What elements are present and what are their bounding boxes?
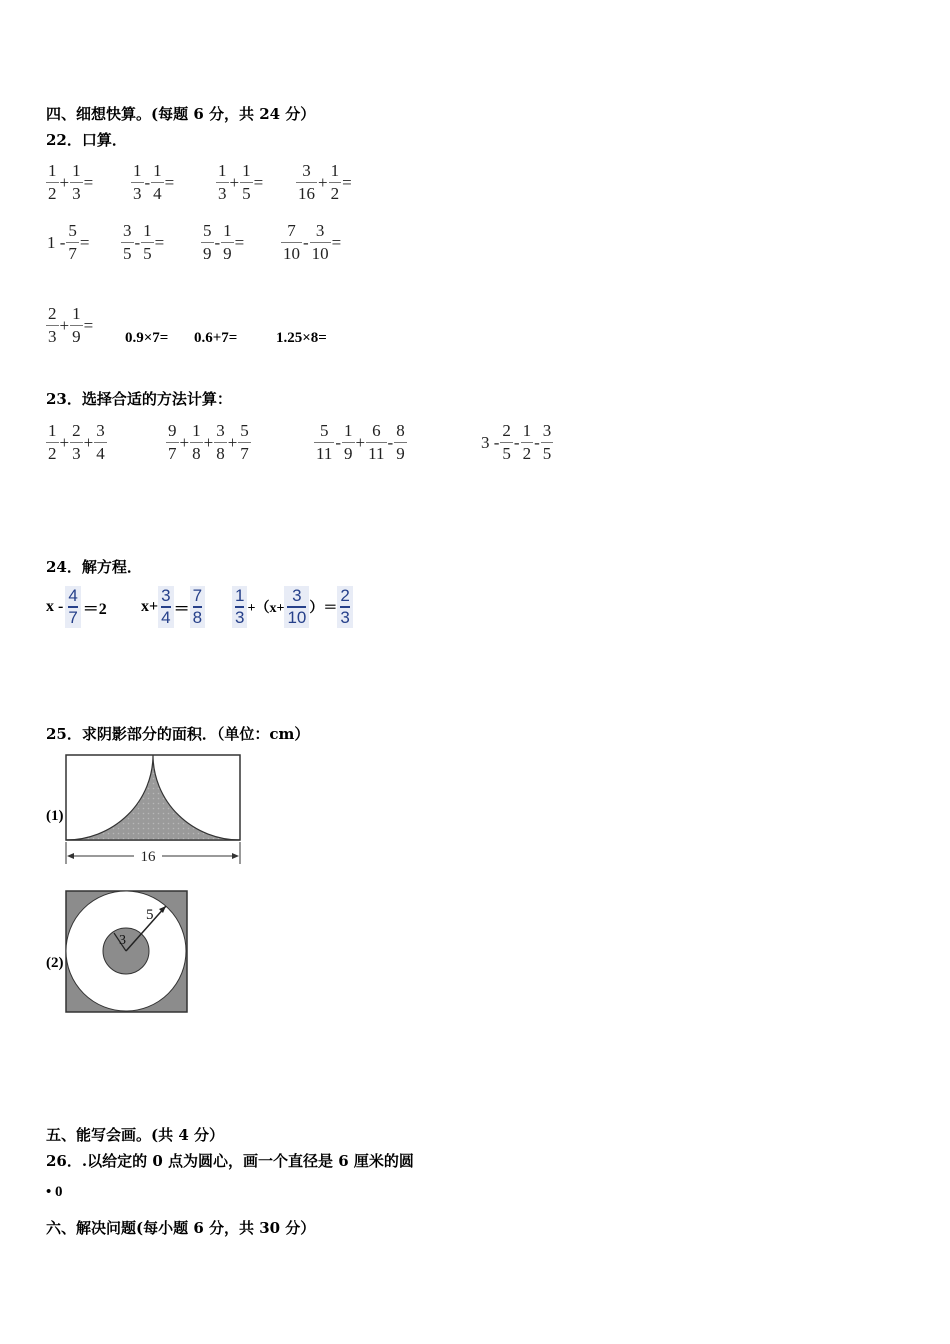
q26-text: 26．.以给定的 0 点为圆心，画一个直径是 6 厘米的圆 (46, 1152, 414, 1170)
q22-r1-item: $\frac{3}{16}$ + $\frac{1}{2}$ = (298, 161, 352, 203)
q22-r3-frac: $\frac{2}{3}$ + $\frac{1}{9}$ = (48, 304, 94, 346)
fig1-dimension: 16 (140, 849, 156, 865)
fig2-label: (2) (46, 955, 64, 971)
fig1-arrow-left-icon (67, 853, 74, 859)
q23-row (46, 420, 553, 465)
q22-r1-item: $\frac{1}{3}$ - $\frac{1}{4}$ = (133, 161, 175, 203)
figure-1-shaded-cusp (62, 752, 244, 868)
q23-expr-1: $\frac{1}{2}$ + $\frac{2}{3}$ + $\frac{3}{4}$ (48, 421, 105, 463)
q24-title: 24．解方程． (46, 558, 142, 576)
q22-row2 (46, 220, 342, 265)
q23-title: 23．选择合适的方法计算： (46, 390, 232, 408)
q23-expr-2: $\frac{9}{7}$ + $\frac{1}{8}$ + $\frac{3}{8}$ + $\frac{5}{7}$ (168, 421, 249, 463)
fig1-shaded-region (66, 755, 240, 840)
q24-eq-3: 1 3 +（x+ $\frac{3}{10}$ ）＝ 2 3 (232, 586, 353, 628)
q22-title: 22．口算． (46, 131, 127, 149)
q22-r1-item: $\frac{1}{3}$ + $\frac{1}{5}$ = (218, 161, 264, 203)
fig1-arrow-right-icon (232, 853, 239, 859)
center-point: • 0 (46, 1184, 63, 1200)
q23-expr-3: $\frac{5}{11}$ - $\frac{1}{9}$ + $\frac{6}{11}$ - $\frac{8}{9}$ (316, 421, 405, 463)
q22-row3 (46, 303, 124, 348)
fig2-outer-radius-label: 5 (146, 907, 154, 923)
q23-expr-4: 3 - $\frac{2}{5}$ - $\frac{1}{2}$ - $\frac{3}{5}$ (481, 421, 552, 463)
figure-2-ring (64, 889, 190, 1015)
q22-r2-item: $\frac{3}{5}$ - $\frac{1}{5}$ = (123, 221, 165, 263)
q22-row1 (46, 160, 353, 205)
q25-title: 25．求阴影部分的面积．（单位：cm） (46, 725, 310, 743)
q24-eq-1: x - 4 7 ＝2 (46, 586, 107, 627)
section5-heading: 五、能写会画。(共 4 分） (46, 1126, 224, 1144)
section6-heading: 六、解决问题(每小题 6 分，共 30 分） (46, 1219, 316, 1237)
q22-decimal-2: 0.6+7= (194, 330, 238, 346)
q22-decimal-3: 1.25×8= (276, 330, 327, 346)
q24-eq-2: x+ $\frac{3}{4}$ ＝ 7 8 (141, 586, 232, 628)
q22-r2-item: $\frac{5}{9}$ - $\frac{1}{9}$ = (203, 221, 245, 263)
q22-decimal-1: 0.9×7= (125, 330, 169, 346)
q22-r2-item: $\frac{7}{10}$ - $\frac{3}{10}$ = (283, 221, 342, 263)
q24-equations (46, 586, 353, 628)
fig2-inner-radius-label: 3 (119, 933, 126, 948)
fig1-label: (1) (46, 808, 64, 824)
q22-r1-item: $\frac{1}{2}$ + $\frac{1}{3}$ = (48, 161, 94, 203)
q22-r2-item: 1 - $\frac{5}{7}$ = (47, 221, 90, 263)
section4-heading: 四、细想快算。(每题 6 分，共 24 分） (46, 105, 316, 123)
